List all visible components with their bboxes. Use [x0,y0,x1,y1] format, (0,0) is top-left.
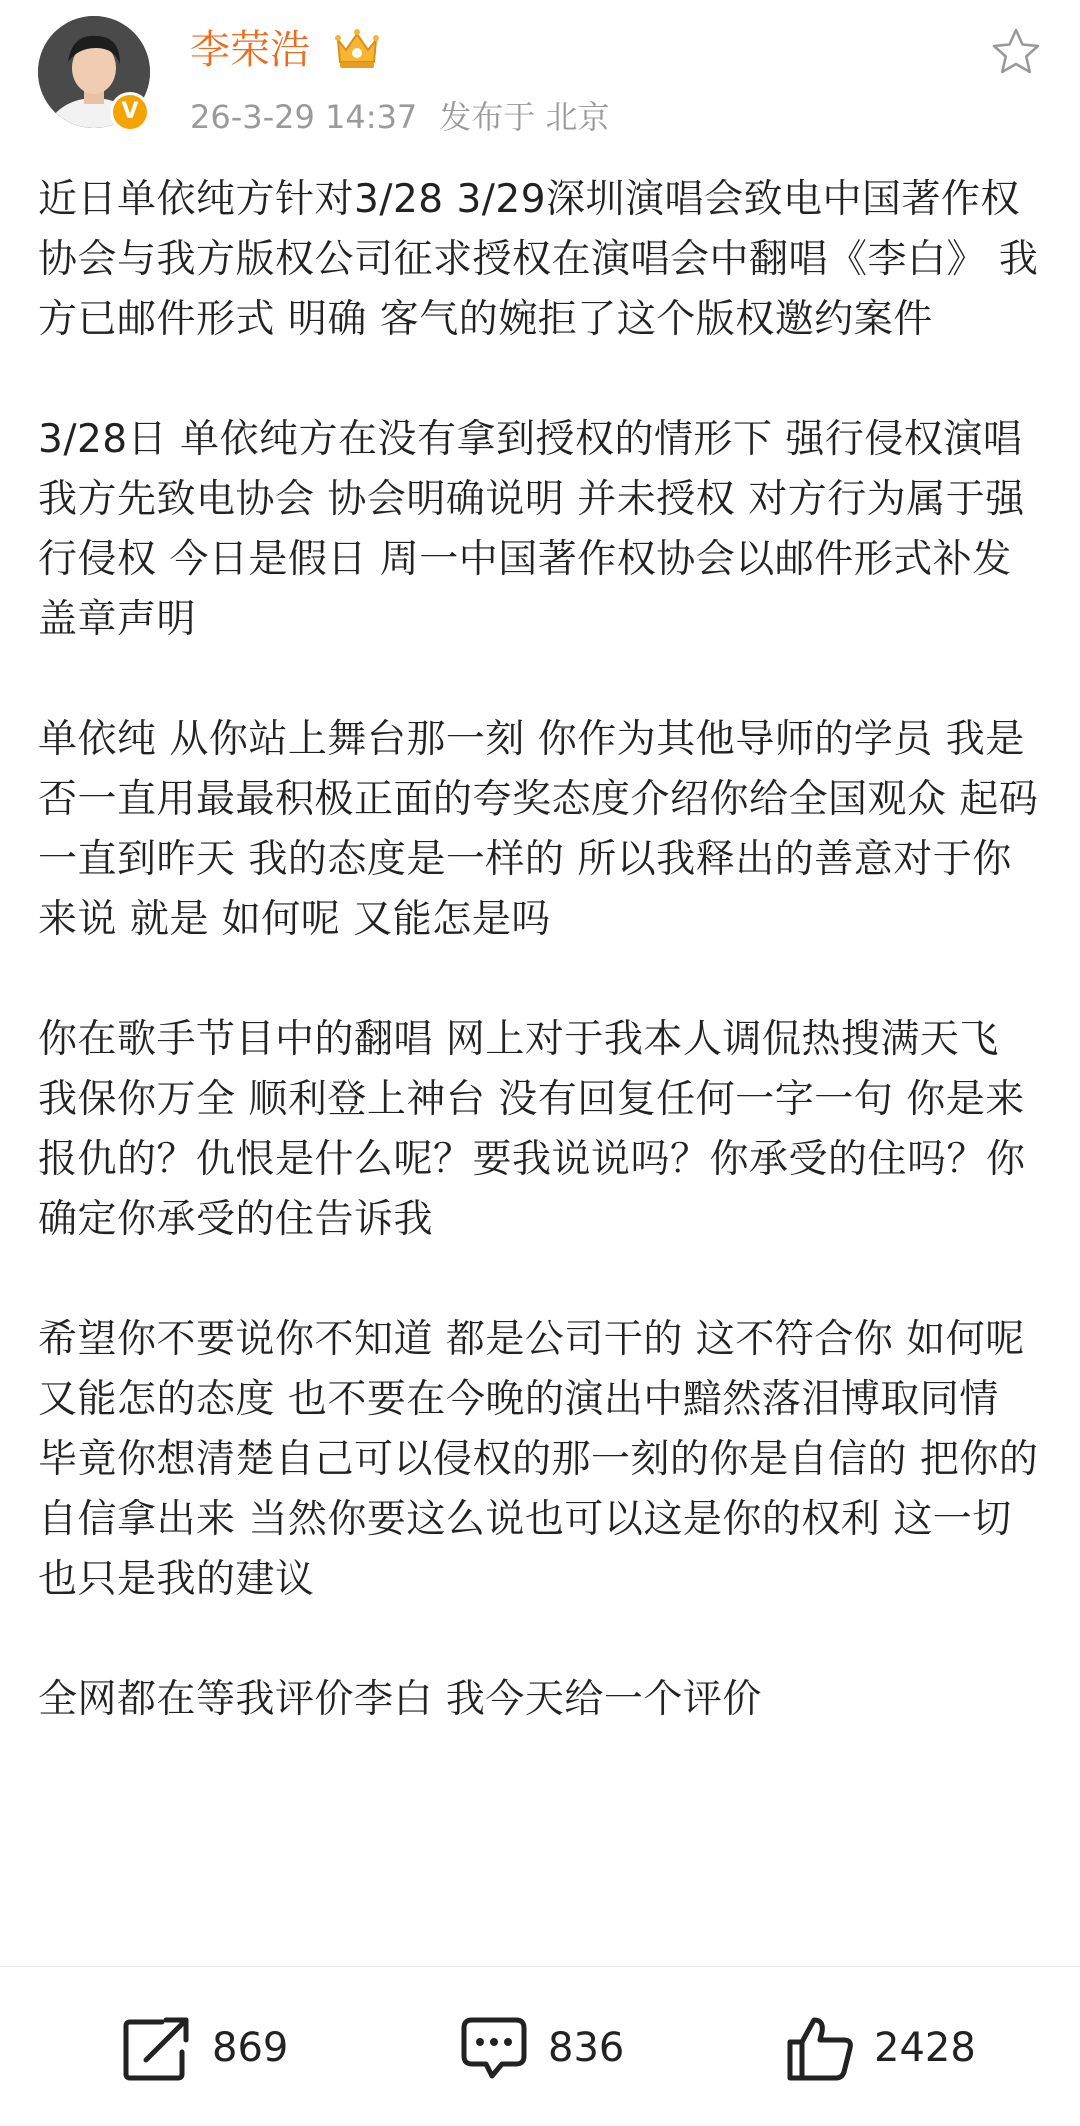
like-count: 2428 [874,2025,976,2071]
crown-icon [332,26,382,72]
post-paragraph: 你在歌手节目中的翻唱 网上对于我本人调侃热搜满天飞 我保你万全 顺利登上神台 没有回复任何一字一句 你是来报仇的？仇恨是什么呢？要我说说吗？你承受的住吗？你确定你承受的住告诉我 [38,1017,1026,1242]
post-paragraph: 单依纯 从你站上舞台那一刻 你作为其他导师的学员 我是否一直用最最积极正面的夸奖态度介绍你给全国观众 起码一直到昨天 我的态度是一样的 所以我释出的善意对于你来说 就是 如何呢 又能怎是吗 [38,717,1039,942]
share-count: 869 [212,2025,289,2071]
post-paragraph: 希望你不要说你不知道 都是公司干的 这不符合你 如何呢 又能怎的态度 也不要在今晚的演出中黯然落泪博取同情 毕竟你想清楚自己可以侵权的那一刻的你是自信的 把你的自信拿出来 当然你要这么说也可以这是你的权利 这一切也只是我的建议 [38,1317,1039,1602]
post-paragraph: 3/28日 单依纯方在没有拿到授权的情形下 强行侵权演唱 我方先致电协会 协会明确说明 并未授权 对方行为属于强行侵权 今日是假日 周一中国著作权协会以邮件形式补发盖章声明 [38,417,1025,642]
share-icon [122,2012,194,2084]
comment-button[interactable] [458,2013,624,2083]
like-button[interactable] [784,2013,976,2083]
comment-icon [458,2012,530,2084]
share-button[interactable] [122,2013,288,2083]
post-header [0,0,1080,150]
post-paragraph: 全网都在等我评价李白 我今天给一个评价 [38,1677,762,1722]
post-meta [190,95,609,139]
post-paragraph: 近日单依纯方针对3/28 3/29深圳演唱会致电中国著作权协会与我方版权公司征求授权在演唱会中翻唱《李白》 我方已邮件形式 明确 客气的婉拒了这个版权邀约案件 [38,177,1039,342]
post-location: 发布于 北京 [439,98,610,136]
post-date: 26-3-29 14:37 [190,98,418,136]
comment-count: 836 [548,2025,625,2071]
verified-icon: V [110,92,150,132]
action-bar [0,1966,1080,2126]
author-name[interactable]: 李荣浩 [190,27,310,73]
star-icon[interactable] [990,26,1042,78]
post-body [38,170,1048,1730]
thumbs-up-icon [784,2012,856,2084]
